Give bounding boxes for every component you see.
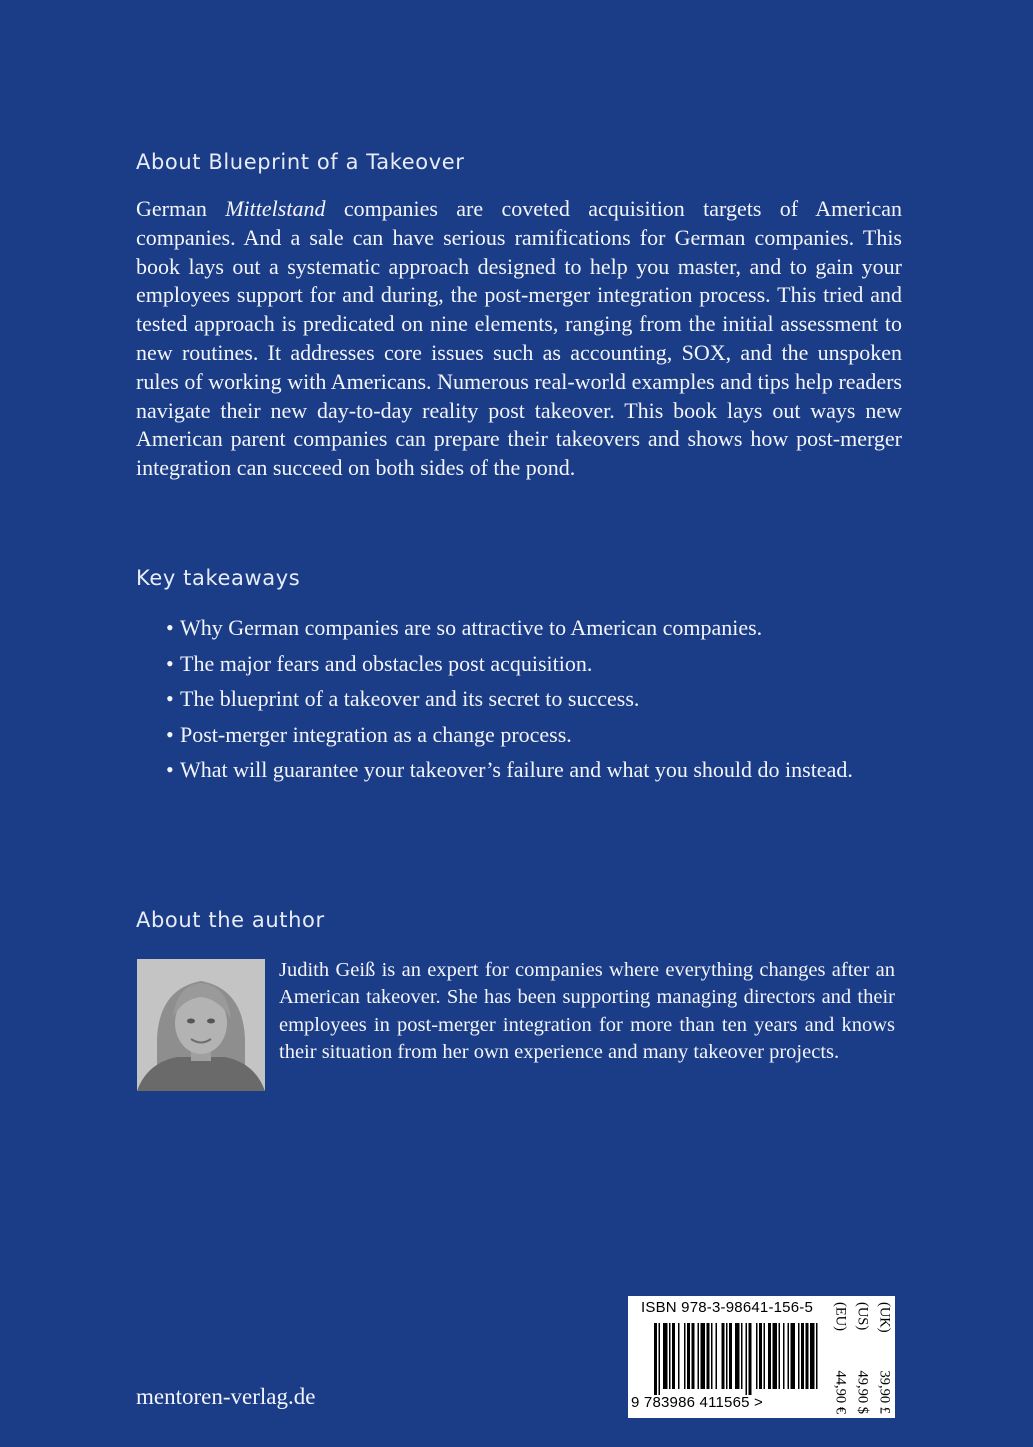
takeaway-item: • What will guarantee your takeover’s failure and what you should do instead. — [180, 757, 853, 793]
price-amount: 49,90 $ — [854, 1370, 871, 1414]
key-takeaways-heading: Key takeaways — [136, 566, 301, 590]
barcode-digits: 9 783986 411565 > — [631, 1394, 763, 1411]
about-text-italic: Mittelstand — [225, 196, 326, 221]
author-photo — [137, 959, 265, 1091]
barcode-icon — [630, 1323, 826, 1395]
takeaway-item: • The major fears and obstacles post acquisition. — [180, 651, 853, 687]
price-region: (EU) — [832, 1302, 849, 1331]
isbn-barcode-box — [628, 1296, 895, 1418]
price-us — [853, 1300, 871, 1416]
takeaways-list — [180, 615, 853, 793]
price-amount: 39,90 £ — [876, 1370, 893, 1414]
about-book-heading: About Blueprint of a Takeover — [136, 150, 465, 174]
price-eu — [831, 1300, 849, 1416]
publisher-website: mentoren-verlag.de — [136, 1384, 316, 1409]
takeaway-item: • Why German companies are so attractive to American companies. — [180, 615, 853, 651]
about-text-rest: companies are coveted acquisition targets of American companies. And a sale can have serious ramifications for German companies. This book lays out a systematic approach designed to help you master, and to gain your employees support for and during, the post-merger integration process. This tried and tested approach is predicated on nine elements, ranging from the initial assessment to new routines. It addresses core issues such as accounting, SOX, and the unspoken rules of working with Americans. Numerous real-world examples and tips help readers navigate their new day-to-day reality post takeover. This book lays out ways new American parent companies can prepare their takeovers and shows how post-merger integration can succeed on both sides of the pond. — [136, 196, 902, 481]
prices — [831, 1300, 893, 1416]
about-author-text: Judith Geiß is an expert for companies where everything changes after an American takeover. She has been supporting managing directors and their employees in post-merger integration for more than ten years and knows their situation from her own experience and many takeover projects. — [279, 959, 895, 1064]
about-author-heading: About the author — [136, 908, 325, 932]
price-region: (UK) — [876, 1302, 893, 1333]
takeaway-item: • The blueprint of a takeover and its secret to success. — [180, 686, 853, 722]
takeaway-item: • Post-merger integration as a change process. — [180, 722, 853, 758]
about-text-prefix: German — [136, 196, 226, 221]
price-amount: 44,90 € — [832, 1370, 849, 1414]
isbn-label: ISBN 978-3-98641-156-5 — [641, 1299, 814, 1316]
price-region: (US) — [854, 1302, 871, 1331]
price-uk — [875, 1300, 893, 1416]
about-book-text — [136, 195, 902, 483]
